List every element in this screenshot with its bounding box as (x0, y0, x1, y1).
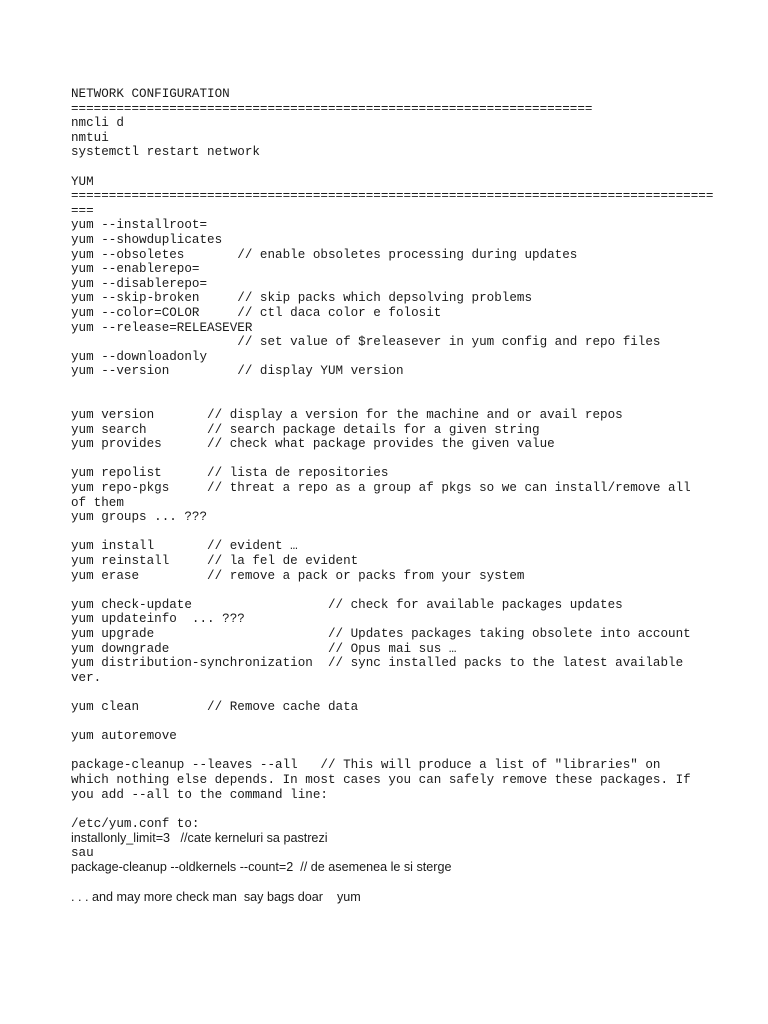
text-line: of them (71, 495, 124, 510)
text-line: yum --obsoletes // enable obsoletes processing during updates (71, 247, 578, 262)
text-line: yum install // evident … (71, 539, 298, 554)
blank-line (71, 744, 711, 759)
text-line: yum --enablerepo= (71, 262, 200, 277)
text-line: yum --downloadonly (71, 349, 208, 364)
blank-line (71, 393, 711, 408)
text-line: yum repo-pkgs // threat a repo as a group af pkgs so we can install/remove all (71, 481, 691, 496)
blank-line (71, 160, 711, 175)
text-line: package-cleanup --leaves --all // This will produce a list of "libraries" on (71, 758, 661, 773)
text-line: yum --disablerepo= (71, 276, 208, 291)
blank-line (71, 685, 711, 700)
text-line: yum distribution-synchronization // sync installed packs to the latest available (71, 656, 684, 671)
text-line: yum version // display a version for the machine and or avail repos (71, 408, 623, 423)
text-line: ===================================================================================== (71, 189, 714, 204)
document-page (71, 87, 714, 904)
blank-line (71, 802, 711, 817)
text-line: /etc/yum.conf to: (71, 816, 200, 831)
text-line: nmcli d (71, 116, 124, 131)
text-line: systemctl restart network (71, 145, 260, 160)
text-line: NETWORK CONFIGURATION (71, 87, 230, 101)
text-line: yum check-update // check for available packages updates (71, 597, 623, 612)
text-line: . . . and may more check man say bags doar yum (71, 889, 361, 904)
text-line: yum repolist // lista de repositories (71, 466, 389, 481)
text-line: yum updateinfo ... ??? (71, 612, 245, 627)
blank-line (71, 715, 711, 730)
text-line: // set value of $releasever in yum config and repo files (71, 335, 661, 350)
text-line: yum autoremove (71, 729, 177, 744)
text-line: you add --all to the command line: (71, 787, 328, 802)
blank-line (71, 379, 711, 394)
text-line: nmtui (71, 130, 109, 145)
text-line: yum groups ... ??? (71, 510, 208, 525)
text-line: yum --color=COLOR // ctl daca color e folosit (71, 305, 442, 320)
text-line: yum provides // check what package provides the given value (71, 437, 555, 452)
text-line: ===================================================================== (71, 101, 593, 116)
text-line: yum erase // remove a pack or packs from your system (71, 568, 525, 583)
text-line: yum --version // display YUM version (71, 364, 404, 379)
text-line: yum --skip-broken // skip packs which depsolving problems (71, 291, 533, 306)
text-line: package-cleanup --oldkernels --count=2 // de asemenea le si sterge (71, 860, 452, 875)
text-line: yum downgrade // Opus mai sus … (71, 641, 457, 656)
blank-line (71, 583, 711, 598)
text-line: sau (71, 845, 94, 860)
blank-line (71, 875, 711, 890)
text-line: ver. (71, 670, 102, 685)
text-line: yum --release=RELEASEVER (71, 320, 253, 335)
text-line: yum reinstall // la fel de evident (71, 554, 359, 568)
text-line: YUM (71, 174, 94, 189)
blank-line (71, 452, 711, 467)
blank-line (71, 525, 711, 540)
text-line: installonly_limit=3 //cate kerneluri sa pastrezi (71, 831, 328, 846)
text-line: yum --installroot= (71, 218, 208, 233)
text-line: yum search // search package details for a given string (71, 422, 540, 437)
text-line: which nothing else depends. In most cases you can safely remove these packages. If (71, 772, 691, 787)
text-line: yum upgrade // Updates packages taking obsolete into account (71, 626, 691, 641)
text-line: yum --showduplicates (71, 232, 223, 247)
text-line: yum clean // Remove cache data (71, 699, 359, 714)
text-line: === (71, 203, 94, 218)
